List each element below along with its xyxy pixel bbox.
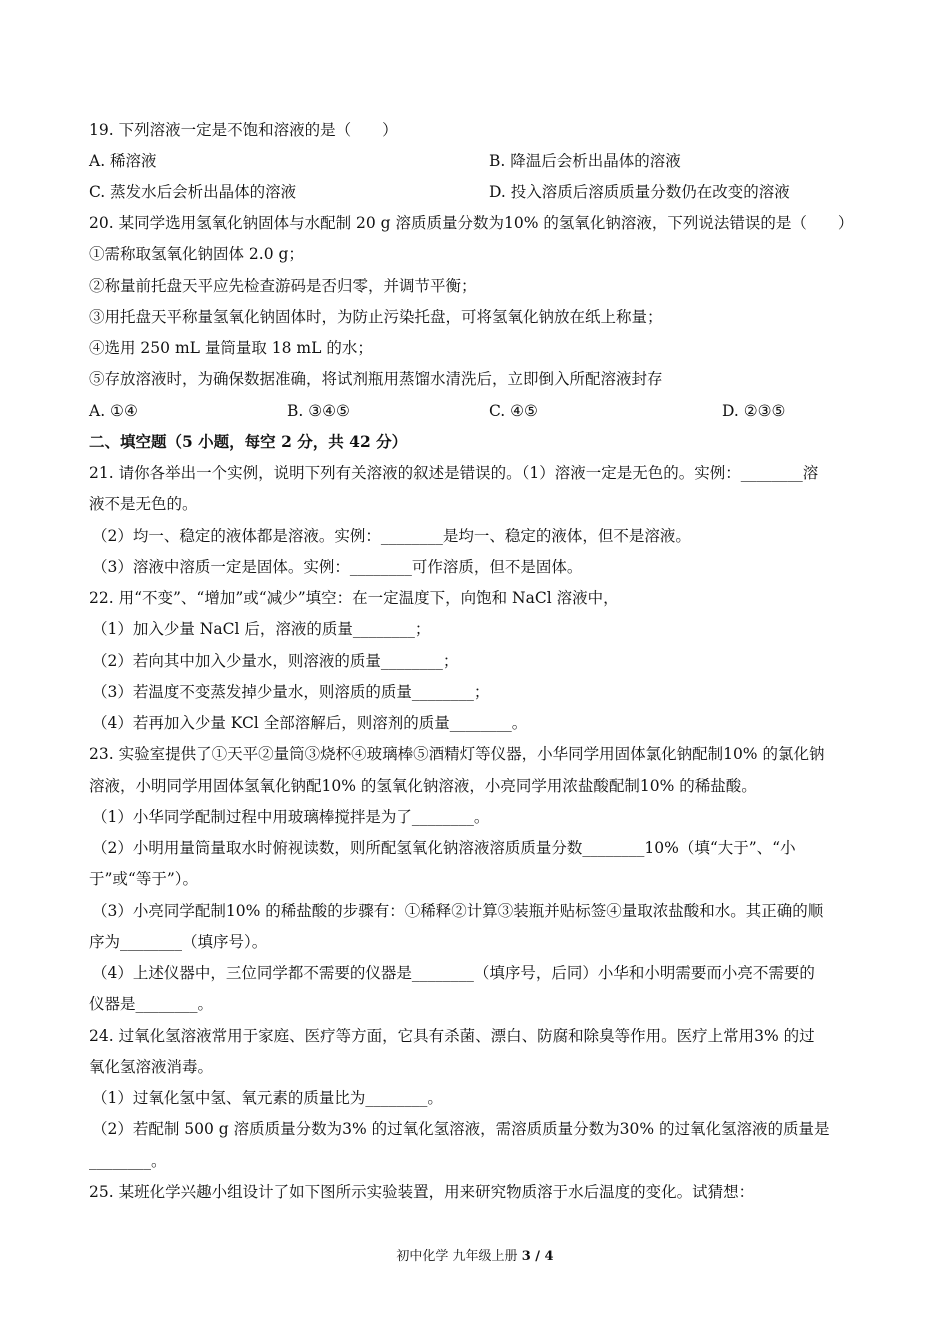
q24-line-1: 24. 过氧化氢溶液常用于家庭、医疗等方面，它具有杀菌、漂白、防腐和除臭等作用。医疗上常用3% 的过 (89, 1027, 815, 1045)
q20-stem: 20. 某同学选用氢氧化钠固体与水配制 20 g 溶质质量分数为10% 的氢氧化钠溶液，下列说法错误的是（ ） (89, 214, 854, 232)
q23-line-2: 溶液，小明同学用固体氢氧化钠配10% 的氢氧化钠溶液，小亮同学用浓盐酸配制10% 的稀盐酸。 (89, 777, 757, 795)
q20-item-1: ①需称取氢氧化钠固体 2.0 g； (89, 245, 304, 263)
q24-line-2: 氧化氢溶液消毒。 (89, 1058, 214, 1076)
q22-part-4: （4）若再加入少量 KCl 全部溶解后，则溶剂的质量________。 (92, 714, 528, 732)
q24-part-2: （2）若配制 500 g 溶质质量分数为3% 的过氧化氢溶液，需溶质质量分数为30% 的过氧化氢溶液的质量是 (92, 1120, 830, 1138)
q20-option-d: D. ②③⑤ (722, 402, 786, 420)
q21-line-1: 21. 请你各举出一个实例，说明下列有关溶液的叙述是错误的。（1）溶液一定是无色的。实例：________溶 (89, 464, 819, 482)
q22-part-2: （2）若向其中加入少量水，则溶液的质量________； (92, 652, 459, 670)
q23-part-4: （4）上述仪器中，三位同学都不需要的仪器是________（填序号，后同）小华和小明需要而小亮不需要的 (92, 964, 815, 982)
q22-part-3: （3）若温度不变蒸发掉少量水，则溶质的质量________； (92, 683, 490, 701)
q19-option-a: A. 稀溶液 (89, 152, 157, 170)
page-footer (0, 1248, 950, 1266)
q21-line-2: 液不是无色的。 (89, 495, 198, 513)
q23-part-4-cont: 仪器是________。 (89, 995, 214, 1013)
q24-part-2-cont: ________。 (89, 1152, 167, 1170)
q22-part-1: （1）加入少量 NaCl 后，溶液的质量________； (92, 620, 431, 638)
q20-option-b: B. ③④⑤ (287, 402, 350, 420)
page-number: 3 / 4 (521, 1249, 554, 1264)
section-heading: 二、填空题（5 小题，每空 2 分，共 42 分） (89, 432, 408, 451)
q19-option-c: C. 蒸发水后会析出晶体的溶液 (89, 183, 297, 201)
q19-stem: 19. 下列溶液一定是不饱和溶液的是（ ） (89, 121, 398, 139)
q23-line-1: 23. 实验室提供了①天平②量筒③烧杯④玻璃棒⑤酒精灯等仪器，小华同学用固体氯化钠配制10% 的氯化钠 (89, 745, 825, 763)
q25-stem: 25. 某班化学兴趣小组设计了如下图所示实验装置，用来研究物质溶于水后温度的变化。试猜想： (89, 1183, 755, 1201)
q20-item-5: ⑤存放溶液时，为确保数据准确，将试剂瓶用蒸馏水清洗后，立即倒入所配溶液封存 (89, 370, 663, 388)
q20-option-c: C. ④⑤ (489, 402, 538, 420)
q23-part-3-cont: 序为________（填序号）。 (89, 933, 268, 951)
q23-part-2: （2）小明用量筒量取水时俯视读数，则所配氢氧化钠溶液溶质质量分数________10%（填“大于”、“小 (92, 839, 796, 857)
q21-part-2: （2）均一、稳定的液体都是溶液。实例：________是均一、稳定的液体，但不是溶液。 (92, 527, 691, 545)
q20-item-4: ④选用 250 mL 量筒量取 18 mL 的水； (89, 339, 373, 357)
q20-item-3: ③用托盘天平称量氢氧化钠固体时，为防止污染托盘，可将氢氧化钠放在纸上称量； (89, 308, 663, 326)
q19-option-b: B. 降温后会析出晶体的溶液 (489, 152, 681, 170)
q21-part-3: （3）溶液中溶质一定是固体。实例：________可作溶质，但不是固体。 (92, 558, 583, 576)
q23-part-3: （3）小亮同学配制10% 的稀盐酸的步骤有：①稀释②计算③装瓶并贴标签④量取浓盐酸和水。其正确的顺 (92, 902, 824, 920)
q22-stem: 22. 用“不变”、“增加”或“减少”填空：在一定温度下，向饱和 NaCl 溶液中， (89, 589, 619, 607)
q20-option-a: A. ①④ (89, 402, 138, 420)
q23-part-1: （1）小华同学配制过程中用玻璃棒搅拌是为了________。 (92, 808, 490, 826)
q23-part-2-cont: 于”或“等于”）。 (89, 870, 199, 888)
q20-item-2: ②称量前托盘天平应先检查游码是否归零，并调节平衡； (89, 277, 477, 295)
q24-part-1: （1）过氧化氢中氢、氧元素的质量比为________。 (92, 1089, 443, 1107)
footer-title: 初中化学 九年级上册 (396, 1249, 522, 1264)
q19-option-d: D. 投入溶质后溶质质量分数仍在改变的溶液 (489, 183, 790, 201)
